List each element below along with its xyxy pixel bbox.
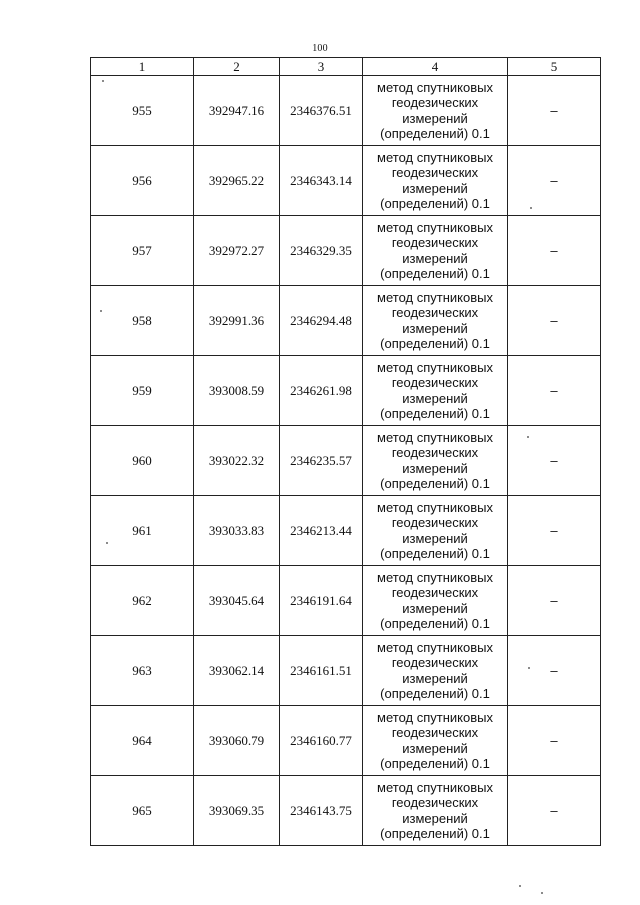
method-line: метод спутниковых bbox=[377, 709, 493, 725]
x-coordinate-cell: 393008.59 bbox=[194, 356, 280, 426]
note-cell: – bbox=[508, 426, 601, 496]
point-number-cell: 955 bbox=[91, 76, 194, 146]
method-cell bbox=[363, 496, 508, 566]
point-number-cell: 957 bbox=[91, 216, 194, 286]
scan-speck bbox=[106, 542, 108, 544]
point-number-cell: 960 bbox=[91, 426, 194, 496]
note-cell: – bbox=[508, 146, 601, 216]
x-coordinate-cell: 393045.64 bbox=[194, 566, 280, 636]
method-line: геодезических bbox=[391, 795, 479, 810]
method-line: метод спутниковых bbox=[377, 499, 493, 515]
y-coordinate-cell: 2346161.51 bbox=[280, 636, 363, 706]
method-line: метод спутниковых bbox=[377, 149, 493, 165]
x-coordinate-cell: 393062.14 bbox=[194, 636, 280, 706]
method-cell bbox=[363, 356, 508, 426]
column-header: 5 bbox=[508, 58, 601, 76]
method-line: измерений bbox=[402, 110, 468, 126]
y-coordinate-cell: 2346294.48 bbox=[280, 286, 363, 356]
method-cell bbox=[363, 146, 508, 216]
method-cell bbox=[363, 76, 508, 146]
page-number: 100 bbox=[312, 43, 328, 54]
method-cell bbox=[363, 776, 508, 846]
scan-speck bbox=[102, 80, 104, 82]
method-line: геодезических bbox=[391, 375, 479, 390]
table-row bbox=[91, 216, 601, 286]
table-row bbox=[91, 496, 601, 566]
point-number-cell: 962 bbox=[91, 566, 194, 636]
point-number-cell: 963 bbox=[91, 636, 194, 706]
x-coordinate-cell: 392972.27 bbox=[194, 216, 280, 286]
column-header: 3 bbox=[280, 58, 363, 76]
method-cell bbox=[363, 706, 508, 776]
note-cell: – bbox=[508, 636, 601, 706]
y-coordinate-cell: 2346235.57 bbox=[280, 426, 363, 496]
method-line: измерений bbox=[402, 320, 468, 336]
x-coordinate-cell: 393022.32 bbox=[194, 426, 280, 496]
method-line: измерений bbox=[402, 600, 468, 616]
y-coordinate-cell: 2346343.14 bbox=[280, 146, 363, 216]
point-number-cell: 964 bbox=[91, 706, 194, 776]
table-row bbox=[91, 146, 601, 216]
method-line: (определений) 0.1 bbox=[380, 406, 490, 421]
method-line: измерений bbox=[402, 250, 468, 266]
method-line: (определений) 0.1 bbox=[380, 126, 490, 141]
method-line: (определений) 0.1 bbox=[380, 266, 490, 281]
point-number-cell: 956 bbox=[91, 146, 194, 216]
table-row bbox=[91, 706, 601, 776]
method-cell bbox=[363, 426, 508, 496]
method-cell bbox=[363, 566, 508, 636]
method-line: измерений bbox=[402, 740, 468, 756]
method-line: (определений) 0.1 bbox=[380, 826, 490, 841]
note-cell: – bbox=[508, 706, 601, 776]
point-number-cell: 965 bbox=[91, 776, 194, 846]
method-line: геодезических bbox=[391, 725, 479, 740]
method-line: измерений bbox=[402, 810, 468, 826]
method-line: метод спутниковых bbox=[377, 779, 493, 795]
x-coordinate-cell: 393069.35 bbox=[194, 776, 280, 846]
method-line: измерений bbox=[402, 670, 468, 686]
method-line: геодезических bbox=[391, 515, 479, 530]
method-line: геодезических bbox=[391, 655, 479, 670]
note-cell: – bbox=[508, 566, 601, 636]
note-cell: – bbox=[508, 216, 601, 286]
y-coordinate-cell: 2346143.75 bbox=[280, 776, 363, 846]
scan-speck bbox=[519, 885, 521, 887]
note-cell: – bbox=[508, 496, 601, 566]
header-row bbox=[91, 58, 601, 76]
column-header: 1 bbox=[91, 58, 194, 76]
point-number-cell: 959 bbox=[91, 356, 194, 426]
scan-speck bbox=[528, 667, 530, 669]
method-line: измерений bbox=[402, 530, 468, 546]
note-cell: – bbox=[508, 356, 601, 426]
table-body bbox=[91, 76, 601, 846]
method-line: метод спутниковых bbox=[377, 569, 493, 585]
x-coordinate-cell: 392965.22 bbox=[194, 146, 280, 216]
method-line: метод спутниковых bbox=[377, 289, 493, 305]
table-row bbox=[91, 356, 601, 426]
table-row bbox=[91, 636, 601, 706]
method-line: геодезических bbox=[391, 445, 479, 460]
method-line: геодезических bbox=[391, 235, 479, 250]
y-coordinate-cell: 2346329.35 bbox=[280, 216, 363, 286]
method-cell bbox=[363, 286, 508, 356]
method-line: метод спутниковых bbox=[377, 219, 493, 235]
y-coordinate-cell: 2346191.64 bbox=[280, 566, 363, 636]
table-header bbox=[91, 58, 601, 76]
y-coordinate-cell: 2346213.44 bbox=[280, 496, 363, 566]
method-line: (определений) 0.1 bbox=[380, 546, 490, 561]
method-line: (определений) 0.1 bbox=[380, 756, 490, 771]
method-line: метод спутниковых bbox=[377, 429, 493, 445]
scan-speck bbox=[530, 207, 532, 209]
method-line: измерений bbox=[402, 460, 468, 476]
method-line: метод спутниковых bbox=[377, 639, 493, 655]
note-cell: – bbox=[508, 286, 601, 356]
note-cell: – bbox=[508, 76, 601, 146]
point-number-cell: 958 bbox=[91, 286, 194, 356]
note-cell: – bbox=[508, 776, 601, 846]
table-row bbox=[91, 286, 601, 356]
y-coordinate-cell: 2346261.98 bbox=[280, 356, 363, 426]
method-line: геодезических bbox=[391, 165, 479, 180]
method-line: (определений) 0.1 bbox=[380, 336, 490, 351]
method-line: (определений) 0.1 bbox=[380, 196, 490, 211]
method-line: измерений bbox=[402, 390, 468, 406]
y-coordinate-cell: 2346376.51 bbox=[280, 76, 363, 146]
point-number-cell: 961 bbox=[91, 496, 194, 566]
x-coordinate-cell: 392991.36 bbox=[194, 286, 280, 356]
scan-speck bbox=[527, 436, 529, 438]
y-coordinate-cell: 2346160.77 bbox=[280, 706, 363, 776]
method-cell bbox=[363, 636, 508, 706]
scan-speck bbox=[541, 892, 543, 894]
method-line: геодезических bbox=[391, 95, 479, 110]
method-line: метод спутниковых bbox=[377, 359, 493, 375]
method-line: (определений) 0.1 bbox=[380, 476, 490, 491]
method-line: геодезических bbox=[391, 305, 479, 320]
method-line: (определений) 0.1 bbox=[380, 616, 490, 631]
column-header: 4 bbox=[363, 58, 508, 76]
x-coordinate-cell: 393060.79 bbox=[194, 706, 280, 776]
coordinates-table bbox=[90, 57, 601, 846]
table-row bbox=[91, 426, 601, 496]
table-row bbox=[91, 566, 601, 636]
method-line: геодезических bbox=[391, 585, 479, 600]
method-line: (определений) 0.1 bbox=[380, 686, 490, 701]
table-row bbox=[91, 76, 601, 146]
column-header: 2 bbox=[194, 58, 280, 76]
method-line: измерений bbox=[402, 180, 468, 196]
x-coordinate-cell: 392947.16 bbox=[194, 76, 280, 146]
table-row bbox=[91, 776, 601, 846]
scan-speck bbox=[100, 310, 102, 312]
method-line: метод спутниковых bbox=[377, 79, 493, 95]
method-cell bbox=[363, 216, 508, 286]
x-coordinate-cell: 393033.83 bbox=[194, 496, 280, 566]
